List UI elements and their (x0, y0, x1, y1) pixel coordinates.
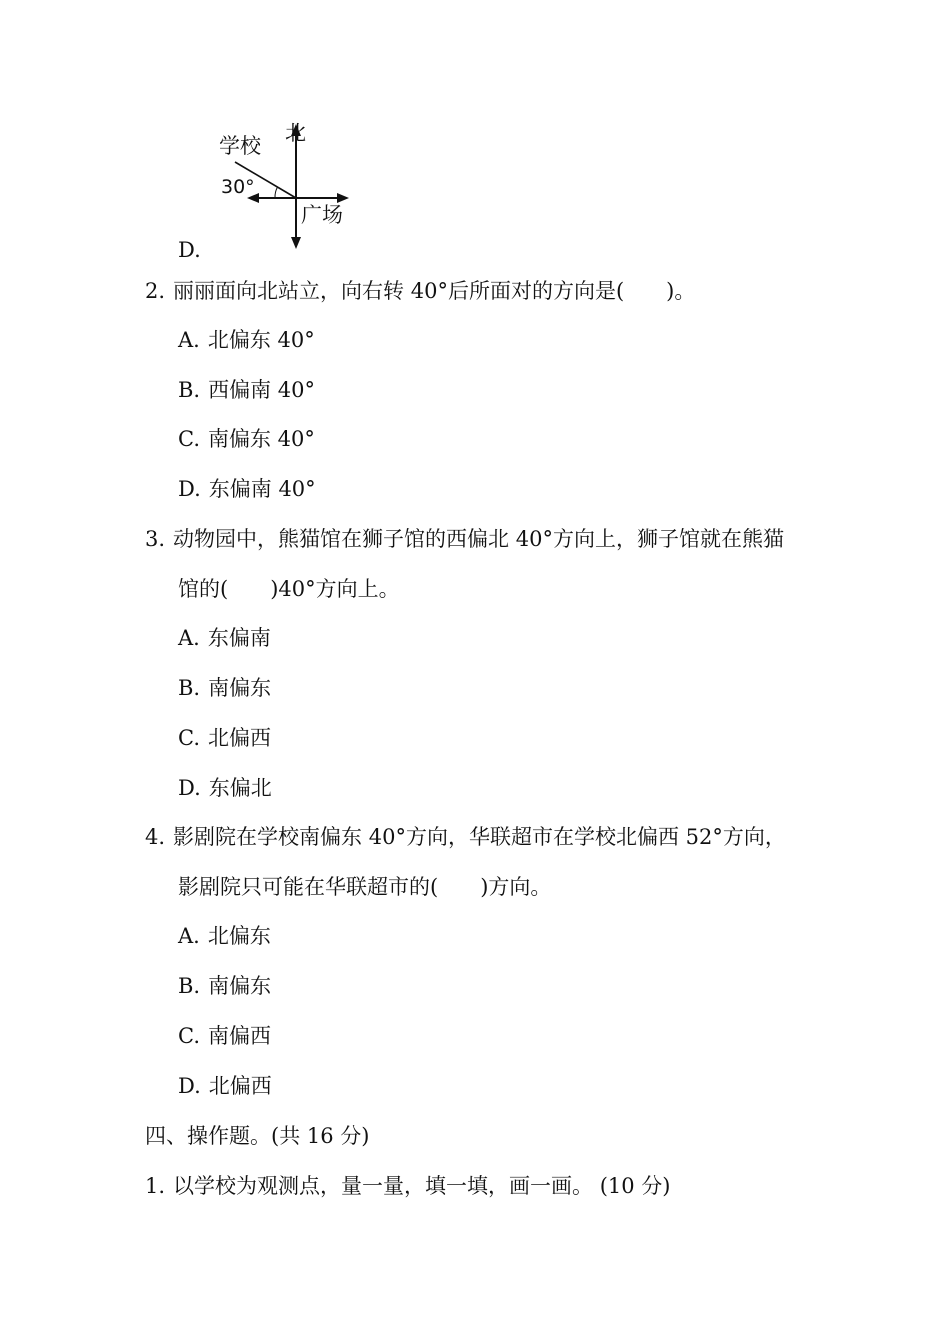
q2-option-c (178, 425, 315, 453)
option-text: 东偏南 (207, 626, 271, 650)
q4-option-b (178, 972, 271, 1000)
option-label: D. (178, 1074, 201, 1098)
question-number: 3. (145, 527, 166, 551)
option-text: 南偏东 (208, 676, 272, 700)
q2-option-d (178, 475, 316, 503)
q4-option-c (178, 1022, 271, 1050)
question-text: 影剧院在学校南偏东 40°方向，华联超市在学校北偏西 52°方向， (173, 825, 786, 849)
question-number: 2. (145, 279, 166, 303)
q2-option-b (178, 376, 315, 404)
question-text: 动物园中，熊猫馆在狮子馆的西偏北 40°方向上，狮子馆就在熊猫 (173, 527, 784, 551)
option-text: 东偏北 (208, 776, 272, 800)
question-3-continued: 馆的( )40°方向上。 (178, 577, 400, 601)
square-label: 广场 (301, 203, 343, 227)
option-label: B. (178, 974, 201, 998)
q4-option-d (178, 1072, 272, 1100)
option-label: C. (178, 427, 200, 451)
question-number: 1. (145, 1174, 166, 1198)
q4-option-a (178, 922, 271, 950)
question-3 (145, 525, 784, 553)
south-arrowhead (291, 237, 301, 249)
option-label: B. (178, 676, 201, 700)
option-text: 北偏西 (208, 1074, 272, 1098)
question-number: 4. (145, 825, 166, 849)
option-text: 西偏南 40° (208, 378, 316, 402)
q2-option-a (178, 326, 315, 354)
question-text: 丽丽面向北站立，向右转 40°后所面对的方向是( )。 (173, 279, 696, 303)
q3-option-d (178, 774, 272, 802)
q3-option-c (178, 724, 271, 752)
option-label: C. (178, 1024, 200, 1048)
option-text: 北偏东 40° (207, 328, 315, 352)
north-label: 北 (285, 121, 306, 145)
option-text: 南偏西 (208, 1024, 271, 1048)
option-text: 北偏东 (207, 924, 271, 948)
direction-diagram (205, 118, 365, 253)
option-text: 东偏南 40° (208, 477, 316, 501)
option-text: 北偏西 (208, 726, 271, 750)
option-label: A. (178, 924, 200, 948)
option-label: A. (178, 328, 200, 352)
question-4-continued: 影剧院只可能在华联超市的( )方向。 (178, 875, 552, 899)
question-2 (145, 277, 695, 305)
east-arrowhead (337, 193, 349, 203)
q1-option-d-label: D. (178, 238, 201, 262)
option-label: D. (178, 477, 201, 501)
question-4 (145, 823, 786, 851)
angle-label: 30° (221, 176, 255, 198)
angle-arc (275, 187, 278, 198)
option-text: 南偏东 (208, 974, 272, 998)
option-label: C. (178, 726, 200, 750)
option-label: A. (178, 626, 200, 650)
option-text: 南偏东 40° (208, 427, 315, 451)
option-label: B. (178, 378, 201, 402)
section-4-title: 四、操作题。(共 16 分) (145, 1124, 370, 1148)
option-label: D. (178, 776, 201, 800)
question-text: 以学校为观测点，量一量，填一填，画一画。 (10 分) (173, 1174, 671, 1198)
q3-option-a (178, 624, 271, 652)
section-4-question-1 (145, 1172, 671, 1200)
school-label: 学校 (219, 134, 261, 158)
q3-option-b (178, 674, 271, 702)
